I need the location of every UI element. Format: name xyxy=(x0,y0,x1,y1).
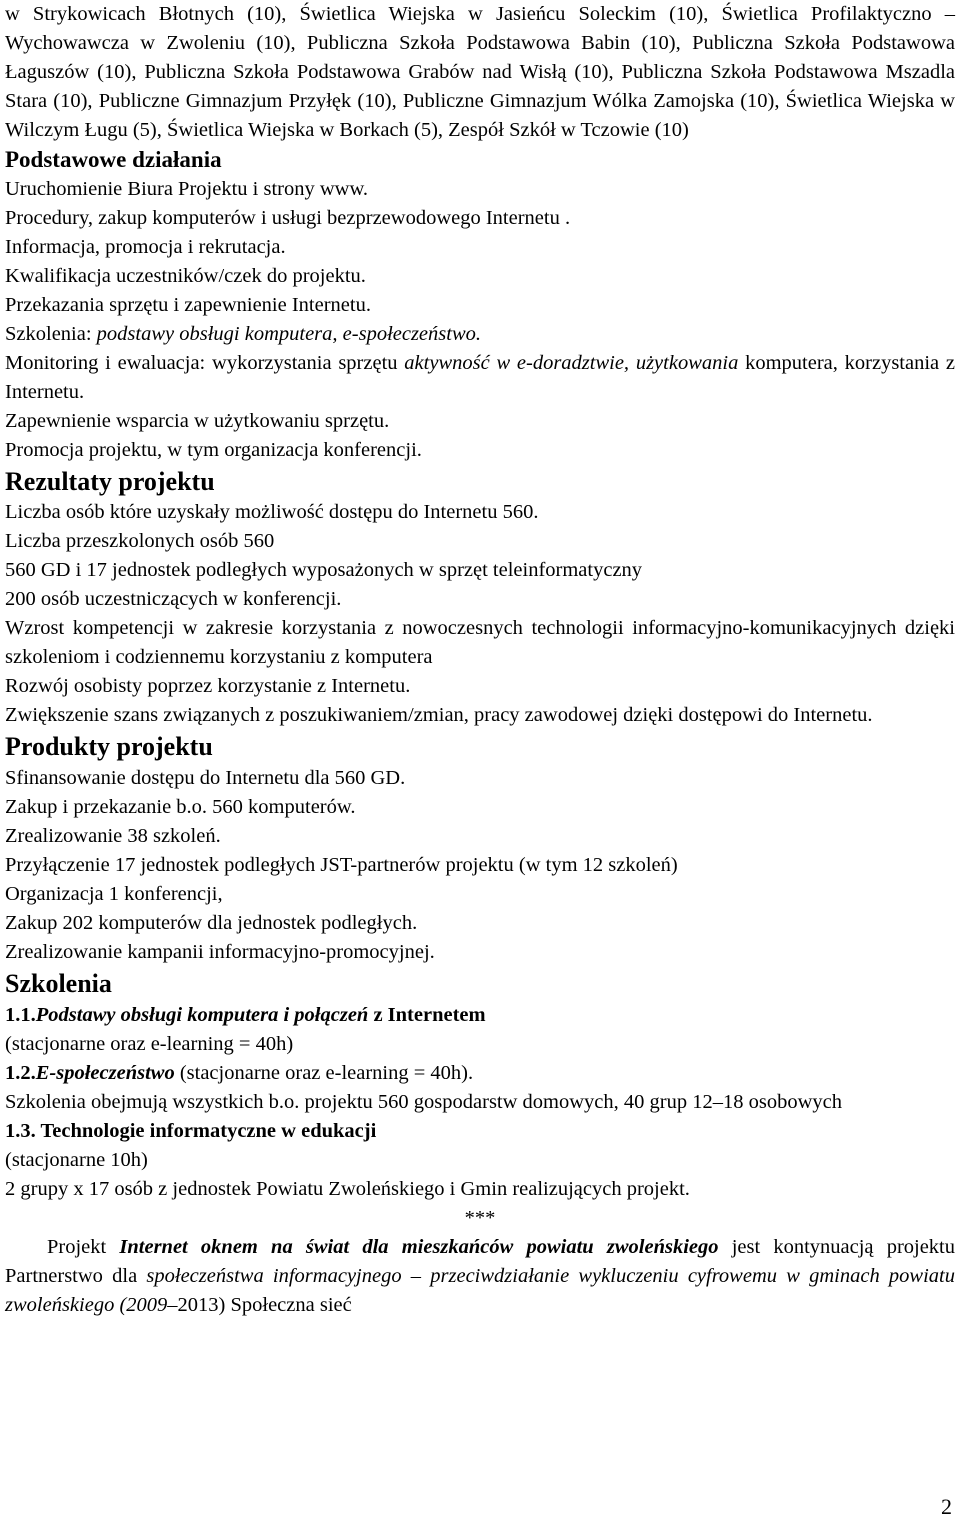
heading-szkolenia: Szkolenia xyxy=(5,969,112,998)
project-title: Internet oknem na świat dla mieszkańców powiatu zwoleńskiego xyxy=(119,1236,719,1258)
list-item: 200 osób uczestniczących w konferencji. xyxy=(5,588,342,610)
list-item: Zrealizowanie kampanii informacyjno-promocyjnej. xyxy=(5,941,435,963)
list-item: Zwiększenie szans związanych z poszukiwaniem/zmian, pracy zawodowej dzięki dostępowi do Internetu. xyxy=(5,704,873,726)
list-item: Organizacja 1 konferencji, xyxy=(5,883,223,905)
training-1-1 xyxy=(5,1001,955,1030)
list-item: Zakup i przekazanie b.o. 560 komputerów. xyxy=(5,796,356,818)
training-number: 1.2. xyxy=(5,1062,36,1084)
list-item: Sfinansowanie dostępu do Internetu dla 560 GD. xyxy=(5,767,406,789)
training-scope: Szkolenia obejmują wszystkich b.o. projektu 560 gospodarstw domowych, 40 grup 12–18 osobowych xyxy=(5,1091,842,1113)
list-item: Liczba przeszkolonych osób 560 xyxy=(5,530,275,552)
training-1-3: 1.3. Technologie informatyczne w edukacji xyxy=(5,1120,377,1142)
heading-produkty-projektu: Produkty projektu xyxy=(5,732,213,761)
list-item: Procedury, zakup komputerów i usługi bezprzewodowego Internetu . xyxy=(5,207,571,229)
list-item-monitoring xyxy=(5,349,955,407)
heading-podstawowe-dzialania: Podstawowe działania xyxy=(5,147,222,172)
heading-rezultaty-projektu: Rezultaty projektu xyxy=(5,467,215,496)
szkolenia-prefix: Szkolenia: xyxy=(5,323,97,345)
list-item: Liczba osób które uzyskały możliwość dostępu do Internetu 560. xyxy=(5,501,539,523)
list-item: Zrealizowanie 38 szkoleń. xyxy=(5,825,221,847)
training-mode: (stacjonarne 10h) xyxy=(5,1149,148,1171)
list-item: Wzrost kompetencji w zakresie korzystania z nowoczesnych technologii informacyjno-komunikacyjnych dzięki szkoleniom i codziennemu korzystaniu z komputera xyxy=(5,617,955,668)
closing-end: Społeczna sieć xyxy=(225,1294,352,1316)
list-item: Zakup 202 komputerów dla jednostek podległych. xyxy=(5,912,418,934)
training-number: 1.1. xyxy=(5,1004,36,1026)
training-title: E-społeczeństwo xyxy=(35,1062,175,1084)
section-separator: *** xyxy=(464,1207,496,1229)
list-item: Zapewnienie wsparcia w użytkowaniu sprzętu. xyxy=(5,410,390,432)
intro-paragraph: w Strykowicach Błotnych (10), Świetlica Wiejska w Jasieńcu Soleckim (10), Świetlica Profilaktyczno – Wychowawcza w Zwoleniu (10), Publiczna Szkoła Podstawowa Babin (10), Publiczna Szkoła Podstawowa Łaguszów (10), Publiczna Szkoła Podstawowa Grabów nad Wisłą (10), Publiczna Szkoła Podstawowa Mszadla Stara (10), Publiczne Gimnazjum Przyłęk (10), Publiczne Gimnazjum Wólka Zamojska (10), Świetlica Wiejska w Wilczym Ługu (5), Świetlica Wiejska w Borkach (5), Zespół Szkół w Tczowie (10) xyxy=(5,3,955,141)
closing-mid: jest kontynuacją projektu Partnerstwo dla xyxy=(5,1236,956,1287)
closing-prefix: Projekt xyxy=(47,1236,120,1258)
szkolenia-italic: podstawy obsługi komputera, e-społeczeństwo. xyxy=(96,323,482,345)
list-item: Informacja, promocja i rekrutacja. xyxy=(5,236,286,258)
list-item: Promocja projektu, w tym organizacja konferencji. xyxy=(5,439,422,461)
list-item-szkolenia xyxy=(5,320,955,349)
training-groups: 2 grupy x 17 osób z jednostek Powiatu Zwoleńskiego i Gmin realizujących projekt. xyxy=(5,1178,690,1200)
closing-italic-tail: społeczeństwa informacyjnego – przeciwdziałanie wykluczeniu cyfrowemu w gminach powiatu zwoleńskiego (2009 xyxy=(5,1265,955,1316)
monitoring-suffix: komputera, korzystania z Internetu. xyxy=(5,352,956,403)
list-item: Kwalifikacja uczestników/czek do projektu. xyxy=(5,265,366,287)
closing-paragraph xyxy=(5,1233,955,1320)
list-item: Przekazania sprzętu i zapewnienie Internetu. xyxy=(5,294,371,316)
monitoring-prefix: Monitoring i ewaluacja: wykorzystania sprzętu xyxy=(5,352,405,374)
training-title: Podstawy obsługi komputera i połączeń xyxy=(35,1004,369,1026)
training-mode: (stacjonarne oraz e-learning = 40h) xyxy=(5,1033,294,1055)
list-item: Przyłączenie 17 jednostek podległych JST-partnerów projektu (w tym 12 szkoleń) xyxy=(5,854,678,876)
list-item: Rozwój osobisty poprzez korzystanie z Internetu. xyxy=(5,675,411,697)
training-title-suffix: z Internetem xyxy=(368,1004,486,1026)
page-number: 2 xyxy=(941,1494,952,1519)
training-1-2 xyxy=(5,1059,955,1088)
list-item: 560 GD i 17 jednostek podległych wyposażonych w sprzęt teleinformatyczny xyxy=(5,559,643,581)
closing-year: –2013) xyxy=(167,1294,226,1316)
training-mode: (stacjonarne oraz e-learning = 40h). xyxy=(174,1062,474,1084)
list-item: Uruchomienie Biura Projektu i strony www. xyxy=(5,178,369,200)
monitoring-italic: aktywność w e-doradztwie, użytkowania xyxy=(404,352,739,374)
